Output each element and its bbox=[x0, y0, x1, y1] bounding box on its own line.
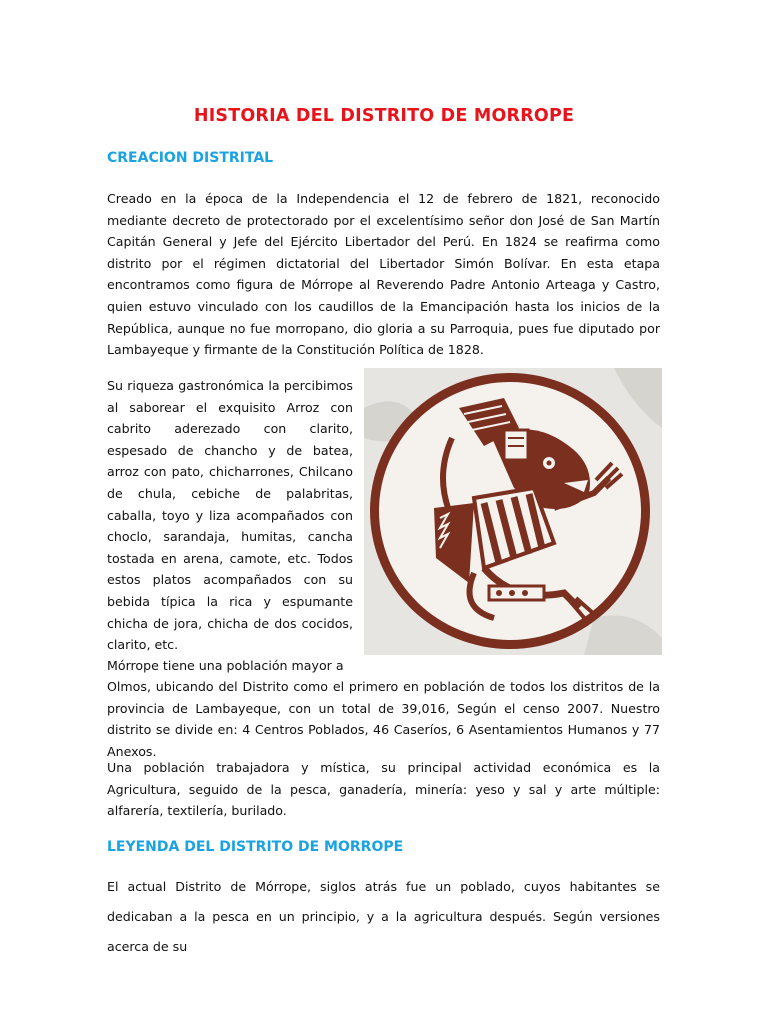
paragraph-poblacion-intro: Mórrope tiene una población mayor a bbox=[107, 658, 344, 673]
paragraph-poblacion: Olmos, ubicando del Distrito como el primero en población de todos los distritos de la provincia de Lambayeque, con un total de 39,016, Según el censo 2007. Nuestro distrito se divide en: 4 Centros Poblados, 46 Caseríos, 6 Asentamientos Humanos y 77 Anexos. bbox=[107, 679, 660, 759]
document-title: HISTORIA DEL DISTRITO DE MORROPE bbox=[193, 106, 575, 126]
paragraph-creacion: Creado en la época de la Independencia el 12 de febrero de 1821, reconocido mediante decreto de protectorado por el excelentísimo señor don José de San Martín Capitán General y Jefe del Ejército Libertador del Perú. En 1824 se reafirma como distrito por el régimen dictatorial del Libertador Simón Bolívar. En esta etapa encontramos como figura de Mórrope al Reverendo Padre Antonio Arteaga y Castro, quien estuvo vinculado con los caudillos de la Emancipación hasta los inicios de la República, aunque no fue morropano, dio gloria a su Parroquia, pues fue diputado por Lambayeque y firmante de la Constitución Política de 1828. bbox=[107, 191, 660, 358]
paragraph-actividad-economica: Una población trabajadora y mística, su principal actividad económica es la Agricultura, seguido de la pesca, ganadería, minería: yeso y sal y arte múltiple: alfarería, textilería, burilado. bbox=[107, 760, 660, 819]
paragraph-gastronomia: Su riqueza gastronómica la percibimos al saborear el exquisito Arroz con cabrito aderezado con clarito, espesado de chancho y de batea, arroz con pato, chicharrones, Chilcano de chula, cebiche de palabritas, caballa, toyo y liza acompañados con choclo, sarandaja, humitas, cancha tostada en arena, camote, etc. Todos estos platos acompañados con su bebida típica la rica y espumante chicha de jora, chicha de dos cocidos, clarito, etc. bbox=[107, 378, 353, 653]
paragraph-leyenda: El actual Distrito de Mórrope, siglos atrás fue un poblado, cuyos habitantes se dedicaban a la pesca en un principio, y a la agricultura después. Según versiones acerca de su bbox=[107, 879, 660, 954]
moche-pottery-illustration-icon bbox=[364, 368, 662, 655]
section-heading-leyenda: LEYENDA DEL DISTRITO DE MORROPE bbox=[107, 839, 404, 855]
section-heading-creacion: CREACION DISTRITAL bbox=[107, 150, 274, 166]
